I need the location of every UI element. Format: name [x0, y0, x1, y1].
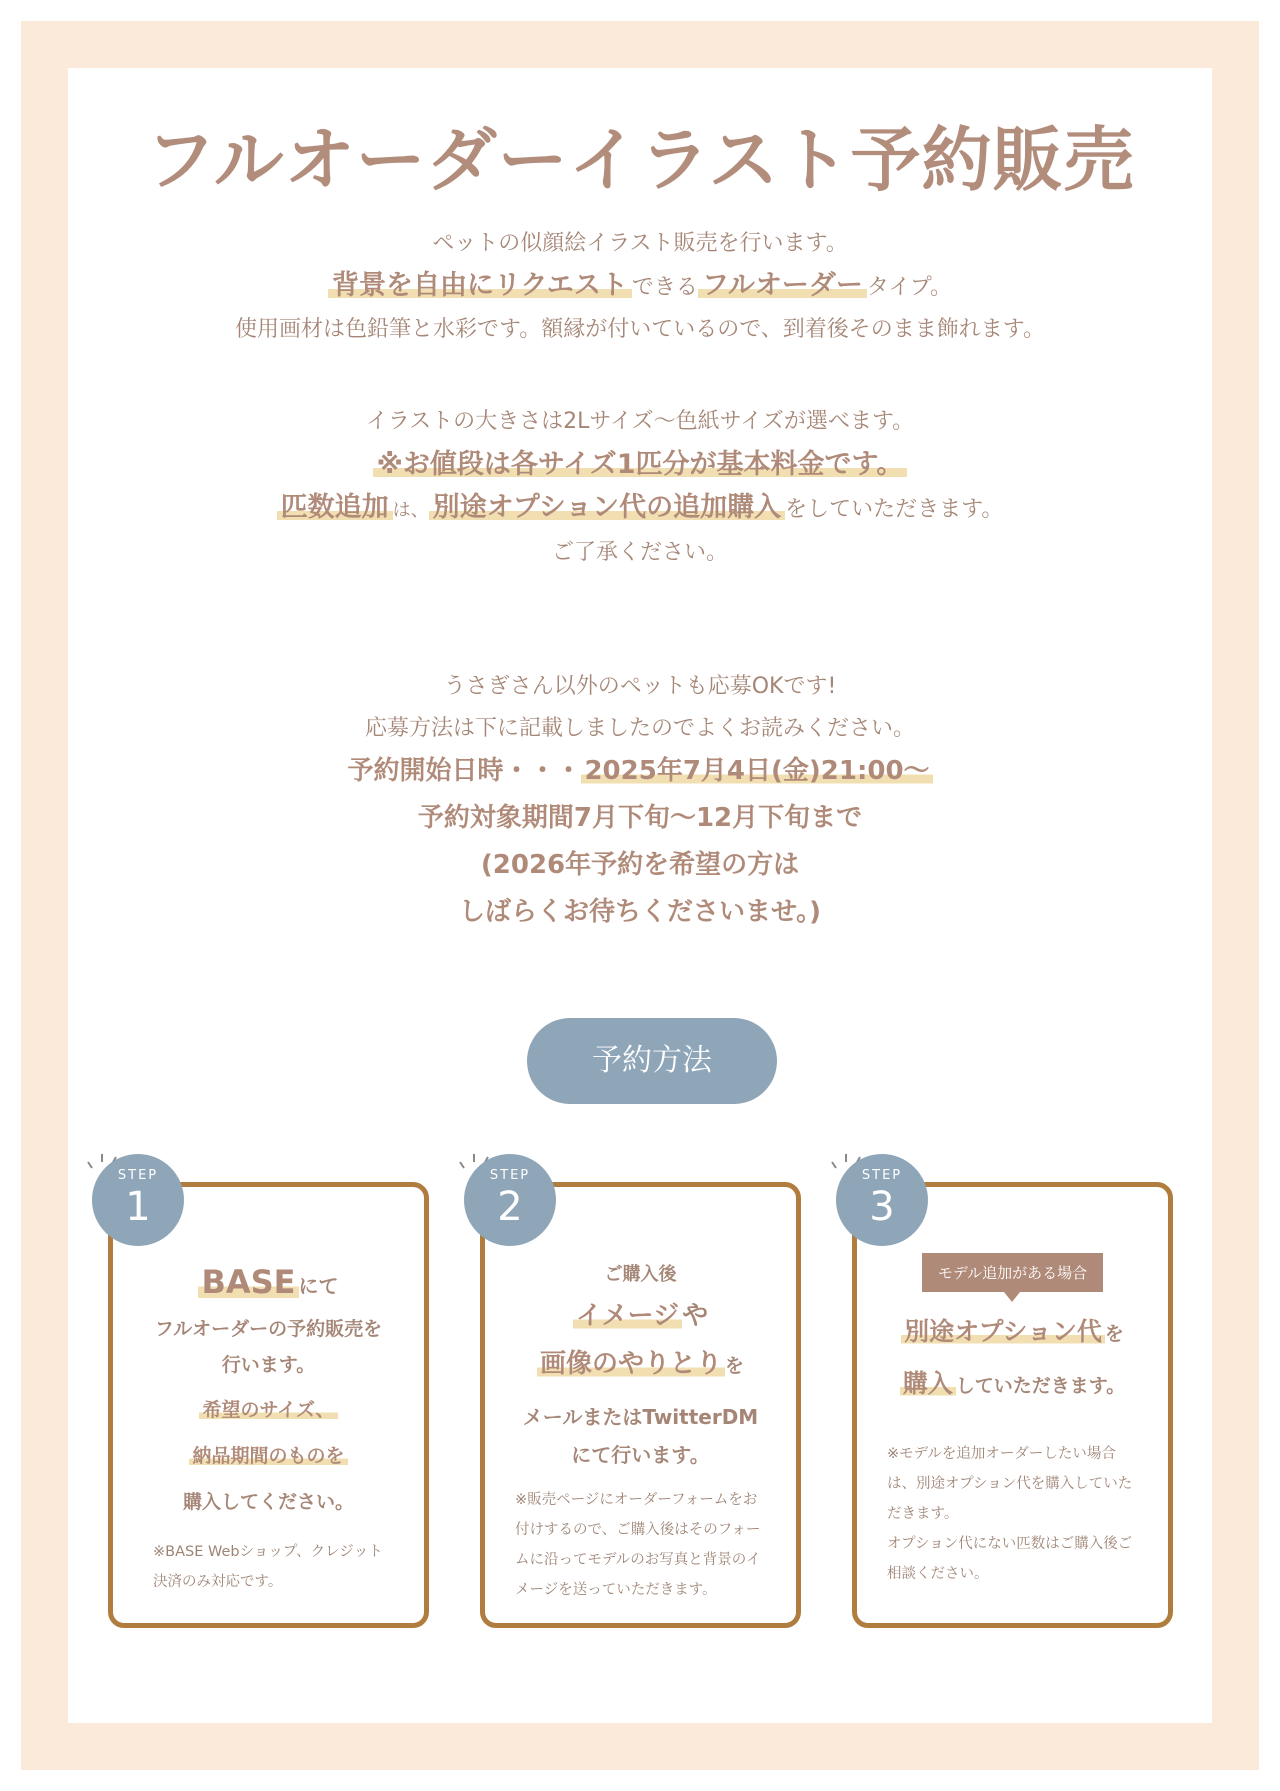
price-note — [68, 443, 1212, 487]
intro-text: タイプ。 — [866, 275, 952, 300]
schedule-note: しばらくお待ちくださいませ。) — [458, 897, 822, 927]
step-text: を — [1104, 1323, 1124, 1345]
step-1-badge — [92, 1154, 184, 1246]
step-highlight — [857, 1359, 1168, 1411]
step-text: ご購入後 — [604, 1264, 677, 1285]
schedule-block — [68, 748, 1212, 936]
highlight-text: 匹数追加 — [277, 492, 393, 523]
step-3-badge — [836, 1154, 928, 1246]
step-number: 1 — [125, 1184, 151, 1230]
step-3-card — [852, 1182, 1173, 1628]
step-text: 購入してください。 — [182, 1491, 354, 1513]
step-1-content — [113, 1257, 424, 1597]
step-1-card — [108, 1182, 429, 1628]
intro-text: をしていただきます。 — [785, 497, 1004, 522]
step-text: フルオーダーの予約販売を — [154, 1318, 383, 1340]
highlight-text: 背景を自由にリクエスト — [328, 270, 632, 301]
intro-paragraph-3 — [68, 666, 1212, 750]
step-3-content — [857, 1253, 1168, 1589]
step-highlight — [485, 1339, 796, 1391]
step-label: STEP — [117, 1168, 159, 1183]
intro-paragraph-2 — [68, 401, 1212, 574]
step-note: ※BASE Webショップ、クレジット決済のみ対応です。 — [153, 1544, 383, 1590]
highlight-text: 別途オプション代の追加購入 — [429, 492, 786, 523]
reservation-method-button[interactable]: 予約方法 — [527, 1018, 777, 1104]
step-2-content — [485, 1257, 796, 1605]
step-label: STEP — [489, 1168, 531, 1183]
highlight-text: 画像のやりとり — [537, 1349, 725, 1379]
schedule-start-label: 予約開始日時・・・ — [347, 756, 582, 786]
intro-highlight-line — [68, 265, 1212, 309]
step-note: ※販売ページにオーダーフォームをお付けするので、ご購入後はそのフォームに沿ってモデルのお写真と背景のイメージを送っていただきます。 — [515, 1492, 761, 1598]
intro-text: うさぎさん以外のペットも応募OKです! — [443, 674, 837, 699]
step-highlight — [857, 1307, 1168, 1359]
highlight-text: ※お値段は各サイズ1匹分が基本料金です。 — [373, 449, 908, 480]
step-number: 3 — [869, 1184, 895, 1230]
schedule-start — [68, 748, 1212, 795]
intro-text: 使用画材は色鉛筆と水彩です。額縁が付いているので、到着後そのまま飾れます。 — [234, 317, 1046, 342]
highlight-text: 希望のサイズ、 — [199, 1399, 337, 1421]
step-highlight — [113, 1433, 424, 1479]
step-2-card — [480, 1182, 801, 1628]
page-title: フルオーダーイラスト予約販売 — [145, 119, 1135, 201]
highlight-text: 別途オプション代 — [901, 1317, 1105, 1346]
schedule-note: (2026年予約を希望の方は — [480, 850, 800, 880]
step-note: ※モデルを追加オーダーしたい場合は、別途オプション代を購入していただきます。 — [887, 1446, 1133, 1522]
step-2-badge — [464, 1154, 556, 1246]
step-text: や — [682, 1301, 709, 1331]
highlight-text: 納品期間のものを — [189, 1445, 347, 1467]
highlight-text: BASE — [198, 1263, 298, 1301]
highlight-text: 購入 — [900, 1369, 956, 1398]
intro-paragraph-1 — [68, 223, 1212, 351]
step-text: にて — [298, 1274, 339, 1298]
step-text: メールまたはTwitterDM — [522, 1405, 759, 1429]
intro-text: ペットの似顔絵イラスト販売を行います。 — [432, 231, 848, 256]
intro-text: イラストの大きさは2Lサイズ〜色紙サイズが選べます。 — [365, 409, 915, 434]
step-number: 2 — [497, 1184, 523, 1230]
step-text: 行います。 — [221, 1354, 316, 1376]
step-text: にて行います。 — [571, 1443, 710, 1467]
step-text: を — [725, 1355, 745, 1377]
intro-highlight-line — [68, 487, 1212, 532]
intro-text: は、 — [392, 500, 429, 521]
step-1-heading — [113, 1257, 424, 1311]
step-highlight — [113, 1387, 424, 1433]
step-label: STEP — [861, 1168, 903, 1183]
highlight-text: イメージ — [573, 1301, 682, 1331]
intro-text: ご了承ください。 — [551, 540, 728, 565]
flyer-sheet — [68, 68, 1212, 1723]
intro-text: 応募方法は下に記載しましたのでよくお読みください。 — [364, 716, 915, 741]
intro-text: できる — [631, 275, 698, 300]
schedule-period: 予約対象期間7月下旬〜12月下旬まで — [417, 803, 863, 833]
step-highlight — [485, 1293, 796, 1339]
schedule-start-date: 2025年7月4日(金)21:00〜 — [581, 756, 932, 786]
condition-tag: モデル追加がある場合 — [922, 1253, 1103, 1292]
step-text: していただきます。 — [955, 1375, 1126, 1397]
step-note: オプション代にない匹数はご購入後ご相談ください。 — [887, 1536, 1133, 1582]
highlight-text: フルオーダー — [698, 270, 867, 301]
condition-tag-wrap — [857, 1253, 1168, 1301]
